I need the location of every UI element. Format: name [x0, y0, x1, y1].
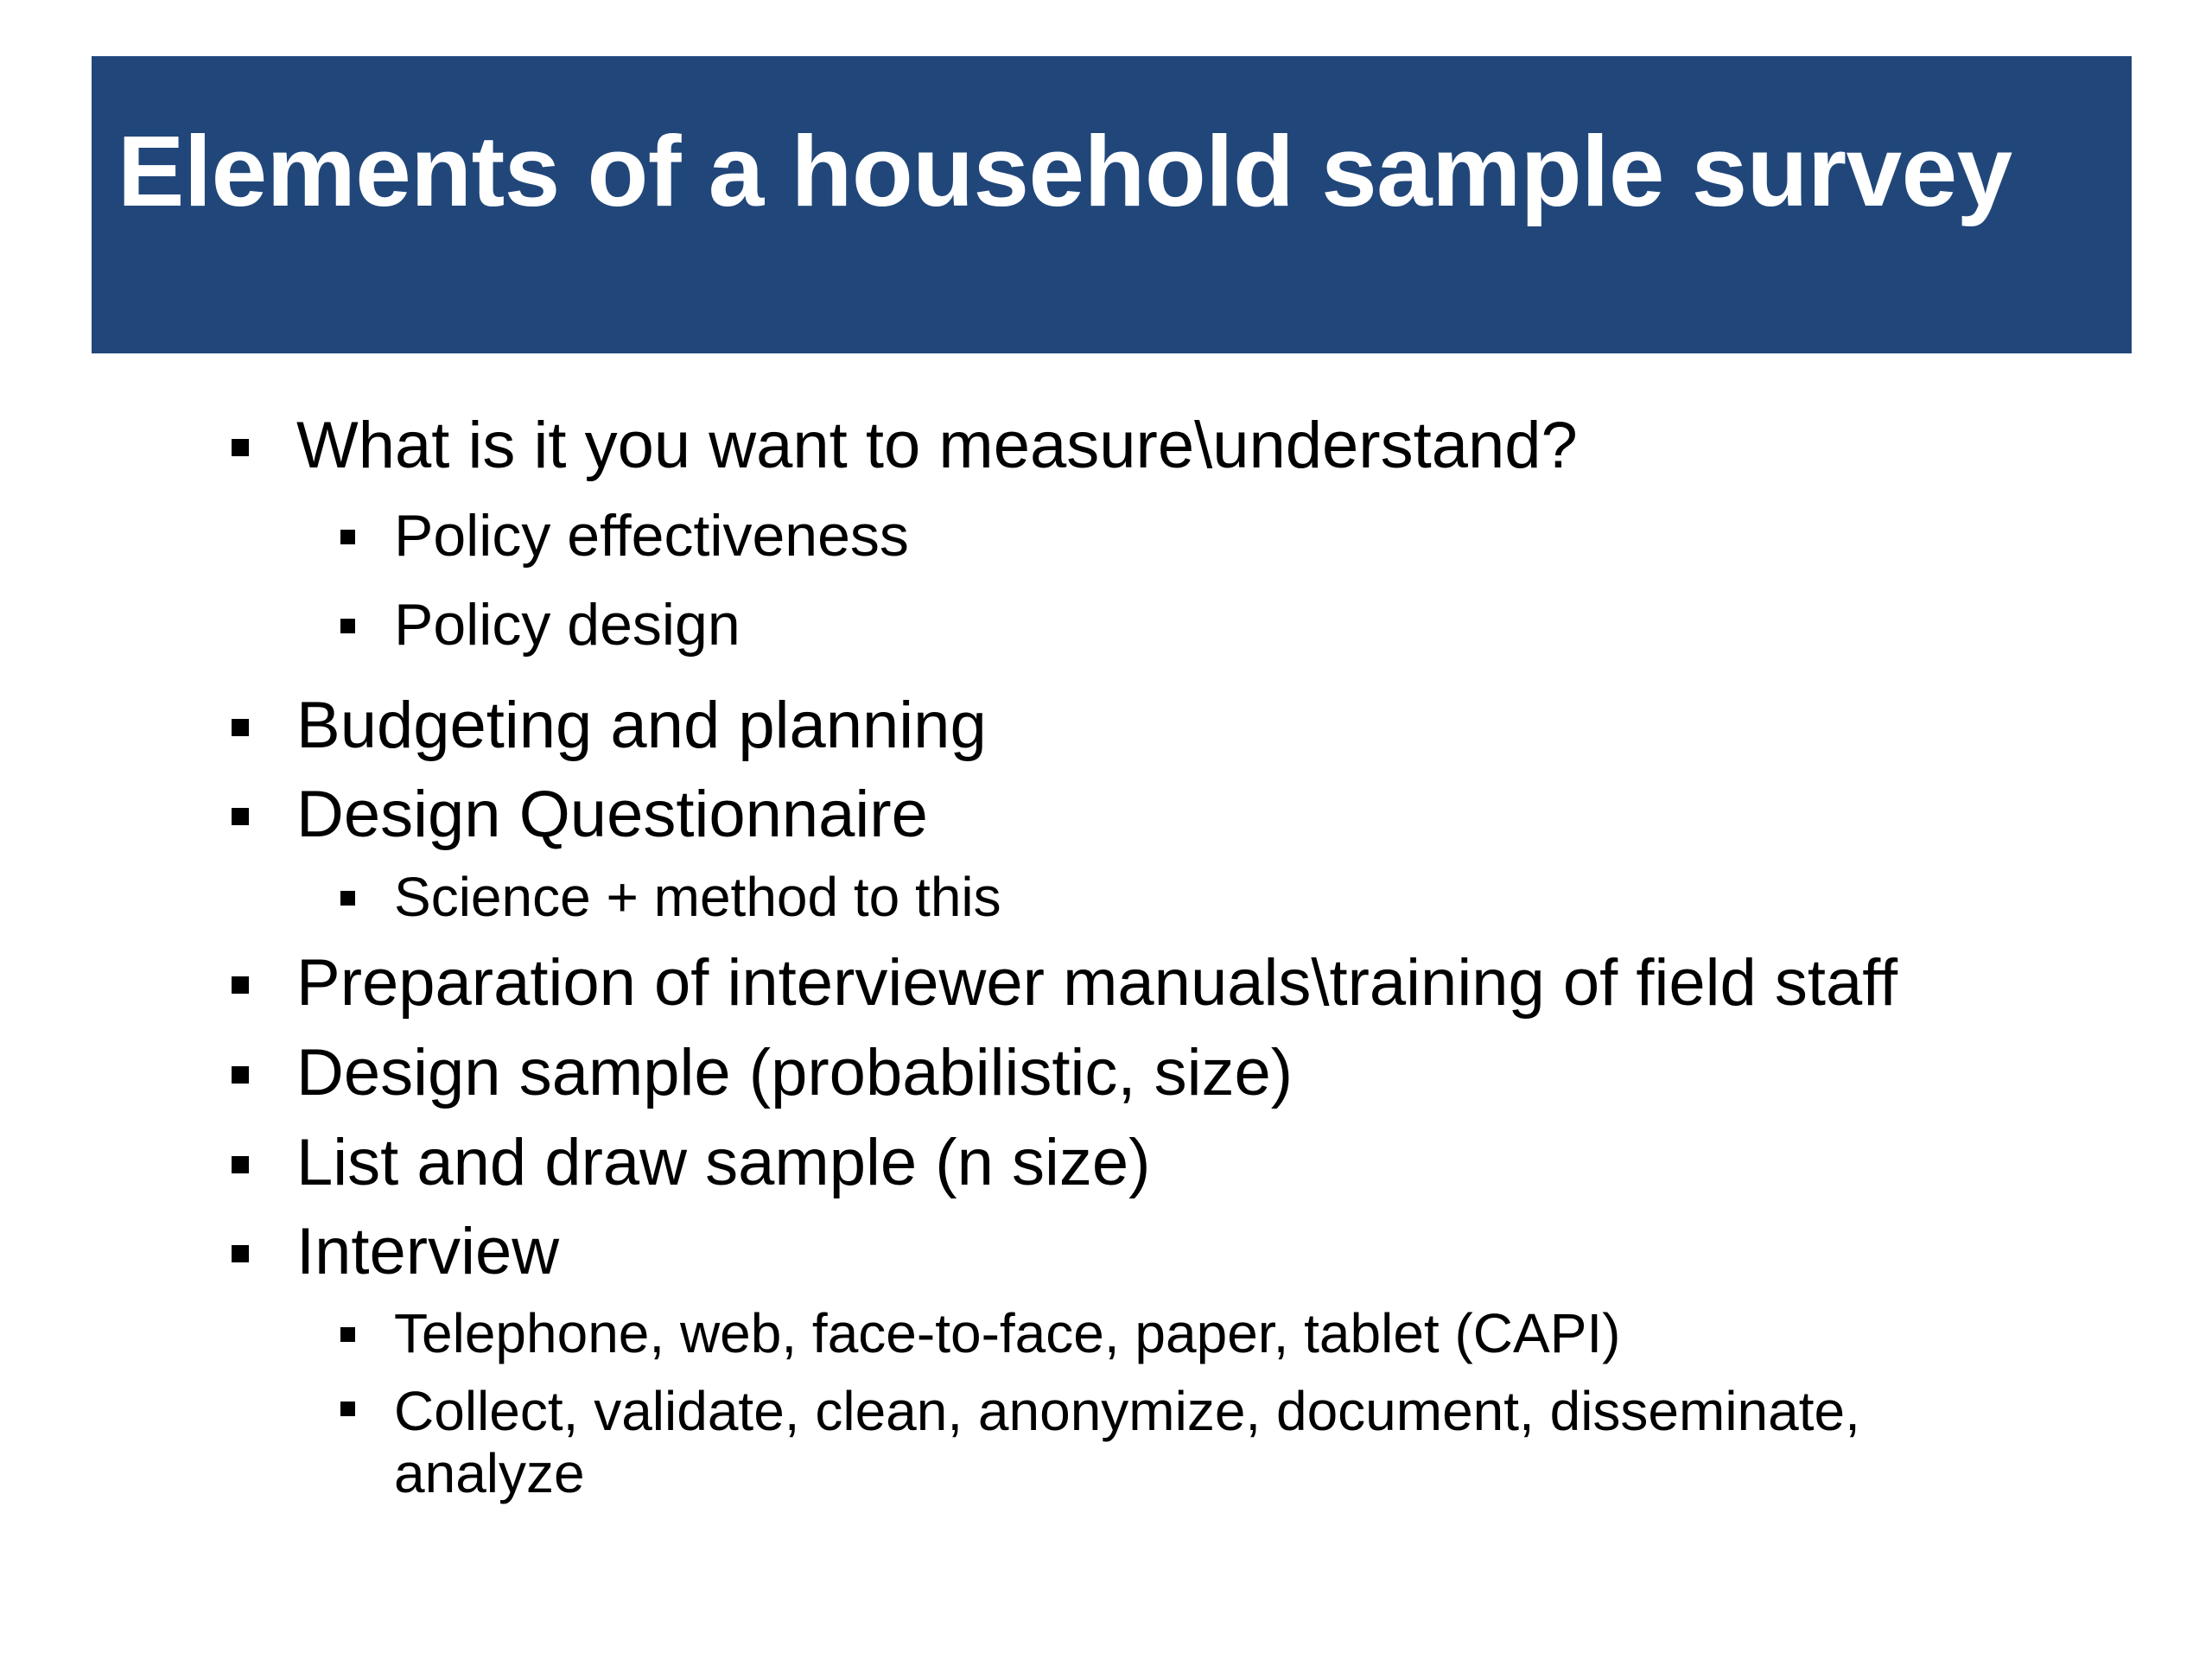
bullet-text: Telephone, web, face-to-face, paper, tablet (CAPI) [394, 1302, 1621, 1364]
bullet-square-icon [232, 1156, 249, 1173]
bullet-text: Preparation of interviewer manuals\training of field staff [296, 946, 1898, 1020]
bullet-square-icon [340, 1402, 355, 1416]
bullet-square-icon [340, 1327, 355, 1342]
bullet-square-icon [232, 1066, 249, 1084]
bullet-text: Design Questionnaire [296, 778, 928, 851]
bullet-draw-sample [296, 1126, 1151, 1199]
title-banner [92, 56, 2132, 353]
bullet-square-icon [340, 891, 355, 906]
bullet-text: Policy effectiveness [394, 503, 909, 569]
sub-bullet-interview-modes [394, 1302, 1621, 1364]
bullet-interviewer-manuals [296, 946, 1898, 1020]
bullet-square-icon [232, 976, 249, 994]
bullet-design-sample [296, 1036, 1294, 1109]
bullet-square-icon [232, 719, 249, 736]
bullet-text-line-1: Collect, validate, clean, anonymize, document, disseminate, [394, 1380, 1860, 1442]
bullet-text: Interview [296, 1215, 560, 1288]
bullet-budgeting [296, 689, 987, 762]
bullet-text: Policy design [394, 592, 741, 658]
bullet-square-icon [232, 1245, 249, 1262]
slide-title: Elements of a household sample survey [118, 115, 2012, 227]
bullet-interview [296, 1215, 560, 1288]
sub-bullet-data-processing [394, 1380, 1860, 1504]
bullet-text: Budgeting and planning [296, 689, 987, 762]
bullet-questionnaire [296, 778, 928, 851]
bullet-square-icon [232, 808, 249, 825]
bullet-text: List and draw sample (n size) [296, 1126, 1151, 1199]
sub-bullet-science-method [394, 866, 1001, 928]
bullet-measure [296, 409, 1578, 482]
bullet-text: Science + method to this [394, 866, 1001, 928]
bullet-text-line-2: analyze [394, 1442, 585, 1504]
bullet-square-icon [232, 439, 249, 456]
sub-bullet-policy-design [394, 592, 741, 658]
bullet-text: Design sample (probabilistic, size) [296, 1036, 1294, 1109]
bullet-square-icon [340, 530, 355, 544]
bullet-text: What is it you want to measure\understand? [296, 409, 1578, 482]
sub-bullet-policy-effectiveness [394, 503, 909, 569]
bullet-square-icon [340, 619, 355, 633]
